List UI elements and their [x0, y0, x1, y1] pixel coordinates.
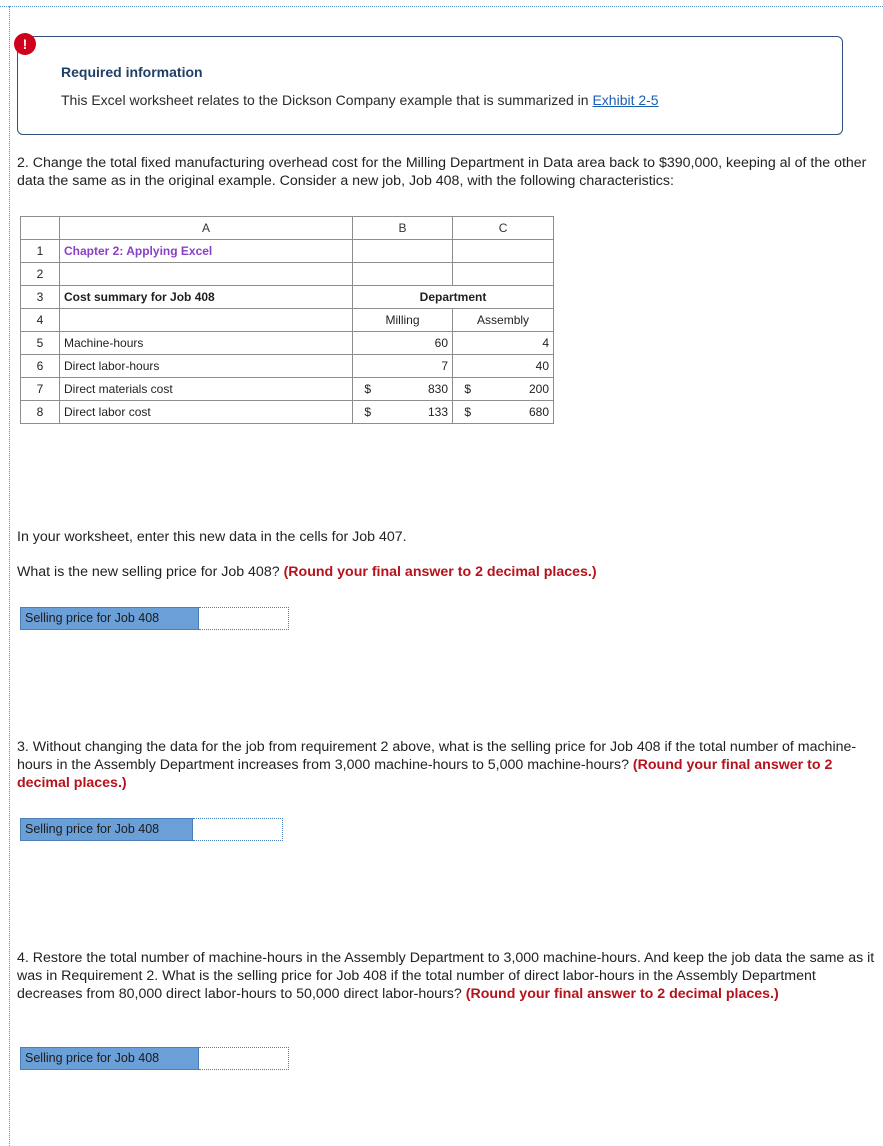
row-number: 5 — [21, 332, 60, 355]
col-header-a: A — [60, 217, 353, 240]
sheet-title: Chapter 2: Applying Excel — [60, 240, 353, 263]
milling-value: 133 — [383, 401, 453, 424]
assembly-value: 4 — [483, 332, 554, 355]
row-number: 2 — [21, 263, 60, 286]
q3-question — [17, 738, 877, 792]
q2-answer-label: Selling price for Job 408 — [20, 607, 199, 630]
alert-icon: ! — [14, 33, 36, 55]
milling-value: 60 — [383, 332, 453, 355]
cell — [60, 263, 353, 286]
q2-question — [17, 563, 877, 581]
assembly-currency: $ — [453, 378, 483, 401]
cell — [353, 240, 453, 263]
cell — [453, 263, 554, 286]
assembly-currency — [453, 332, 483, 355]
sheet-row-4 — [21, 309, 554, 332]
corner-cell — [21, 217, 60, 240]
q3-answer-input[interactable] — [193, 818, 283, 841]
required-info-text — [61, 92, 659, 108]
assembly-value: 680 — [483, 401, 554, 424]
row-number: 1 — [21, 240, 60, 263]
milling-header: Milling — [353, 309, 453, 332]
required-info-title: Required information — [61, 64, 203, 80]
department-header: Department — [353, 286, 554, 309]
col-header-b: B — [353, 217, 453, 240]
row-number: 8 — [21, 401, 60, 424]
milling-value: 830 — [383, 378, 453, 401]
sheet-row-7 — [21, 378, 554, 401]
milling-currency — [353, 355, 383, 378]
q3-answer-row — [20, 818, 283, 841]
sheet-row-1 — [21, 240, 554, 263]
sheet-row-5 — [21, 332, 554, 355]
row-number: 6 — [21, 355, 60, 378]
cell — [353, 263, 453, 286]
q3-question-text: 3. Without changing the data for the job from requirement 2 above, what is the selling price for Job 408 if the total number of machine-hours in the Assembly Department increases from 3,000 machine-hours to 5,000 machine-hours? — [17, 739, 857, 773]
excel-sheet — [20, 216, 554, 424]
q3-answer-label: Selling price for Job 408 — [20, 818, 193, 841]
row-number: 3 — [21, 286, 60, 309]
sheet-row-6 — [21, 355, 554, 378]
q4-question-text: 4. Restore the total number of machine-hours in the Assembly Department to 3,000 machine-hours. And keep the job data the same as it was in Requirement 2. What is the selling price for Job 408 if the total number of direct labor-hours in the Assembly Department decreases from 80,000 direct labor-hours to 50,000 direct labor-hours? — [17, 950, 875, 1002]
col-header-c: C — [453, 217, 554, 240]
row-number: 7 — [21, 378, 60, 401]
row-label: Direct labor-hours — [60, 355, 353, 378]
q2-intro: 2. Change the total fixed manufacturing overhead cost for the Milling Department in Data area back to $390,000, keeping al of the other data the same as in the original example. Consider a new job, Job 408, with the following characteristics: — [17, 155, 867, 189]
page-top-border — [0, 6, 883, 7]
milling-value: 7 — [383, 355, 453, 378]
sheet-row-3 — [21, 286, 554, 309]
milling-currency — [353, 332, 383, 355]
q4-answer-label: Selling price for Job 408 — [20, 1047, 199, 1070]
row-label: Direct labor cost — [60, 401, 353, 424]
q2-question-text: What is the new selling price for Job 408? — [17, 564, 284, 580]
row-number: 4 — [21, 309, 60, 332]
q2-instruction: In your worksheet, enter this new data in the cells for Job 407. — [17, 529, 407, 545]
q4-answer-input[interactable] — [199, 1047, 289, 1070]
sheet-row-8 — [21, 401, 554, 424]
assembly-value: 40 — [483, 355, 554, 378]
q2-round-note: (Round your final answer to 2 decimal places.) — [283, 564, 597, 580]
exhibit-link[interactable]: Exhibit 2-5 — [592, 92, 659, 108]
cell — [60, 309, 353, 332]
row-label: Machine-hours — [60, 332, 353, 355]
assembly-currency — [453, 355, 483, 378]
required-info-text-body: This Excel worksheet relates to the Dickson Company example that is summarized in — [61, 92, 593, 108]
q2-answer-input[interactable] — [199, 607, 289, 630]
assembly-currency: $ — [453, 401, 483, 424]
sheet-row-2 — [21, 263, 554, 286]
milling-currency: $ — [353, 401, 383, 424]
assembly-value: 200 — [483, 378, 554, 401]
milling-currency: $ — [353, 378, 383, 401]
assembly-header: Assembly — [453, 309, 554, 332]
q4-answer-row — [20, 1047, 289, 1070]
row-label: Direct materials cost — [60, 378, 353, 401]
sheet-column-headers — [21, 217, 554, 240]
cell — [453, 240, 554, 263]
q3-round-note: (Round your final answer to 2 decimal places.) — [17, 757, 833, 791]
q4-question — [17, 949, 877, 1003]
required-info-box — [17, 36, 843, 135]
cost-summary-label: Cost summary for Job 408 — [60, 286, 353, 309]
page-left-border — [9, 6, 10, 1146]
q2-answer-row — [20, 607, 289, 630]
q4-round-note: (Round your final answer to 2 decimal places.) — [465, 986, 779, 1002]
